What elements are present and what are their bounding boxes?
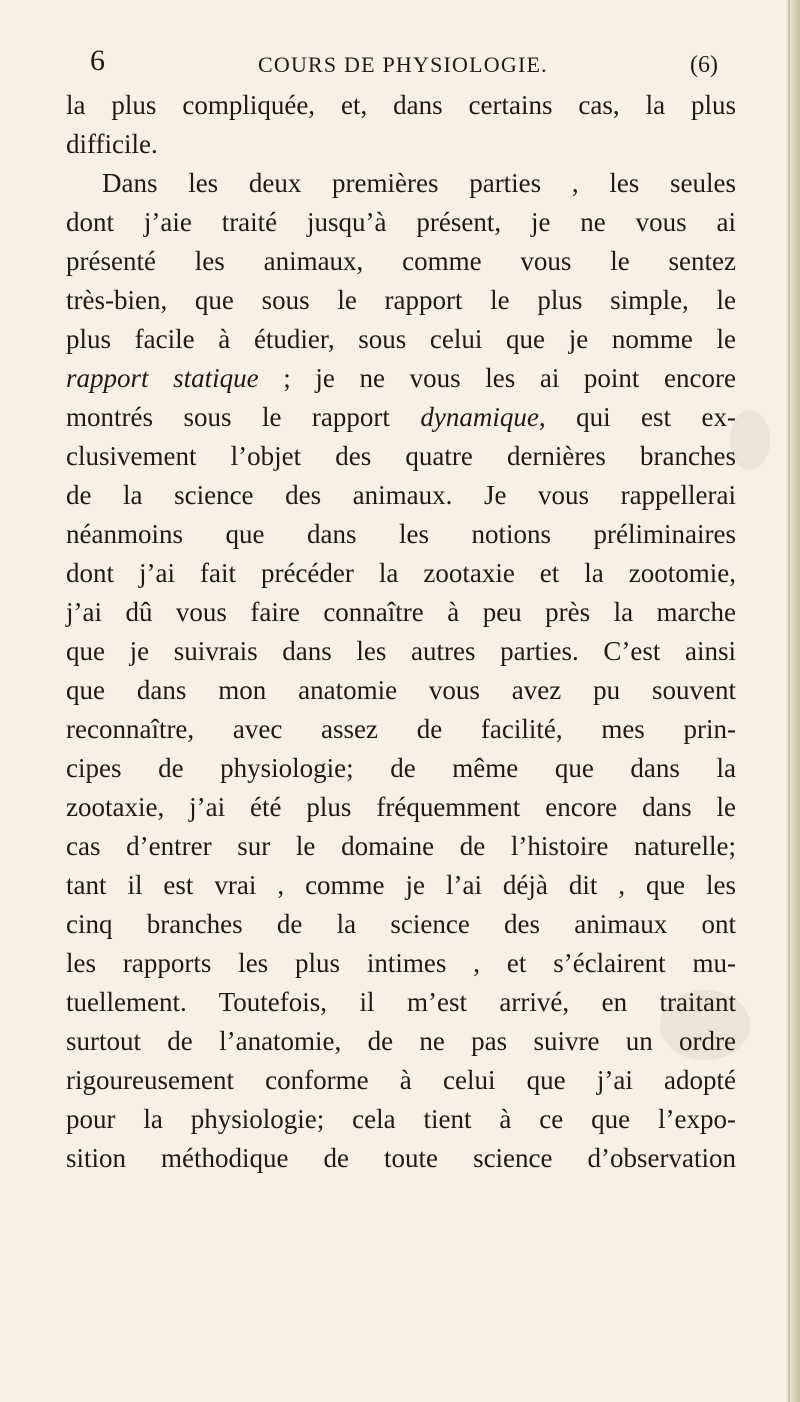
text-line: que dans mon anatomie vous avez pu souvent bbox=[66, 675, 736, 705]
text-line: j’ai dû vous faire connaître à peu près la marche bbox=[66, 597, 736, 627]
text-line: cinq branches de la science des animaux ont bbox=[66, 909, 736, 939]
text-line: que je suivrais dans les autres parties. C’est ainsi bbox=[66, 636, 736, 666]
text-line: plus facile à étudier, sous celui que je nomme le bbox=[66, 324, 736, 354]
text-line: pour la physiologie; cela tient à ce que l’expo- bbox=[66, 1104, 736, 1134]
text-line: présenté les animaux, comme vous le sentez bbox=[66, 246, 736, 276]
page-header bbox=[0, 40, 800, 82]
text-line: néanmoins que dans les notions préliminaires bbox=[66, 519, 736, 549]
text-line: cipes de physiologie; de même que dans la bbox=[66, 753, 736, 783]
text-line: tant il est vrai , comme je l’ai déjà dit , que les bbox=[66, 870, 736, 900]
text-line: dont j’aie traité jusqu’à présent, je ne vous ai bbox=[66, 207, 736, 237]
text-line: les rapports les plus intimes , et s’éclairent mu- bbox=[66, 948, 736, 978]
text-line: très-bien, que sous le rapport le plus simple, le bbox=[66, 285, 736, 315]
text-line: rapport statique ; je ne vous les ai point encore bbox=[66, 363, 737, 393]
text-line: cas d’entrer sur le domaine de l’histoire naturelle; bbox=[66, 831, 736, 861]
running-title: COURS DE PHYSIOLOGIE. bbox=[258, 52, 548, 77]
text-line: difficile. bbox=[66, 129, 158, 159]
text-line: tuellement. Toutefois, il m’est arrivé, en traitant bbox=[66, 987, 736, 1017]
text-line: sition méthodique de toute science d’observation bbox=[66, 1143, 736, 1173]
page-number: 6 bbox=[90, 44, 105, 77]
text-line: reconnaître, avec assez de facilité, mes prin- bbox=[66, 714, 736, 744]
body-text bbox=[66, 86, 736, 1178]
text-line: montrés sous le rapport dynamique, qui est ex- bbox=[66, 402, 736, 432]
page-edge-shadow bbox=[788, 0, 790, 1402]
text-line: surtout de l’anatomie, de ne pas suivre un ordre bbox=[66, 1026, 736, 1056]
text-line: la plus compliquée, et, dans certains cas, la plus bbox=[66, 90, 736, 120]
text-line: zootaxie, j’ai été plus fréquemment encore dans le bbox=[66, 792, 736, 822]
text-line: clusivement l’objet des quatre dernières branches bbox=[66, 441, 736, 471]
paper-stain bbox=[730, 410, 770, 470]
text-line: dont j’ai fait précéder la zootaxie et la zootomie, bbox=[66, 558, 736, 588]
text-line: rigoureusement conforme à celui que j’ai adopté bbox=[66, 1065, 736, 1095]
section-number: (6) bbox=[690, 52, 718, 78]
text-line: de la science des animaux. Je vous rappellerai bbox=[66, 480, 736, 510]
text-line: Dans les deux premières parties , les seules bbox=[102, 168, 736, 198]
